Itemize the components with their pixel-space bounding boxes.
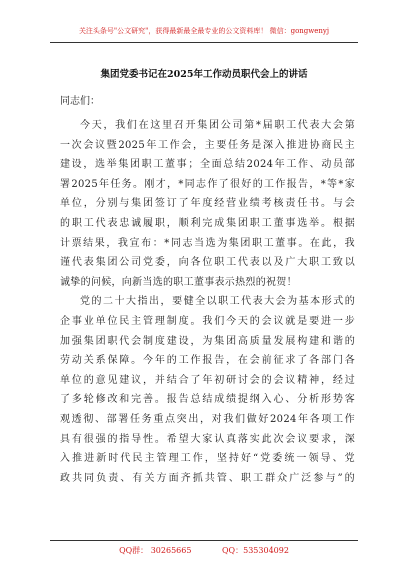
body-line: 政共同负责、有关方面齐抓共管、职工群众广泛参与”的 — [60, 472, 355, 484]
body-line: 一次会议暨2025年工作会，主要任务是深入推进协商民主 — [60, 139, 355, 151]
footer-contact — [50, 544, 358, 558]
body-line: 具有很强的指导性。希望大家认真落实此次会议要求，深 — [60, 433, 355, 445]
body-line: 加强集团职代会制度建设，为集团高质量发展构建和谐的 — [60, 335, 355, 347]
body-line: 今天，我们在这里召开集团公司第*届职工代表大会第 — [80, 120, 355, 131]
header-notice: 关注头条号"公文研究"，获得最新最全最专业的公文资料库！ 微信：gongwenyj — [78, 27, 330, 35]
body-line: 署2025年任务。刚才，*同志作了很好的工作报告，*等*家 — [60, 178, 355, 190]
body-line: 建设，选举集团职工董事；全面总结2024年工作、动员部 — [60, 159, 355, 171]
body-line: 党的二十大指出，要健全以职工代表大会为基本形式的 — [80, 296, 355, 308]
page-title: 集团党委书记在2025年工作动员职代会上的讲话 — [100, 69, 308, 80]
body-line: 劳动关系保障。今年的工作报告，在会前征求了各部门各 — [60, 355, 355, 367]
body-line: 单位，分别与集团签订了年度经营业绩考核责任书。与会 — [60, 198, 355, 210]
salutation: 同志们： — [60, 96, 100, 107]
body-text — [60, 116, 355, 488]
footer-divider — [50, 540, 358, 541]
body-line: 企事业单位民主管理制度。我们今天的会议就是要进一步 — [60, 315, 355, 327]
header-divider — [50, 42, 358, 43]
body-line: 计票结果，我宣布：*同志当选为集团职工董事。在此，我 — [60, 237, 355, 249]
body-line: 入推进新时代民主管理工作，坚持好“党委统一领导、党 — [60, 453, 355, 465]
footer-qq: QQ：535304092 — [222, 546, 289, 555]
body-line: 了多轮修改和完善。报告总结成绩提纲入心、分析形势客 — [60, 394, 355, 406]
body-line: 观透彻、部署任务重点突出，对我们做好2024年各项工作 — [60, 413, 355, 425]
body-line: 单位的意见建议，并结合了年初研讨会的会议精神，经过 — [60, 374, 355, 386]
body-line: 谨代表集团公司党委，向各位职工代表以及广大职工致以 — [60, 257, 355, 269]
footer-qq-group: QQ群： 30265665 — [119, 546, 192, 555]
body-line: 诚挚的问候，向新当选的职工董事表示热烈的祝贺！ — [60, 276, 297, 288]
body-line: 的职工代表忠诚履职，顺利完成集团职工董事选举。根据 — [60, 217, 355, 229]
